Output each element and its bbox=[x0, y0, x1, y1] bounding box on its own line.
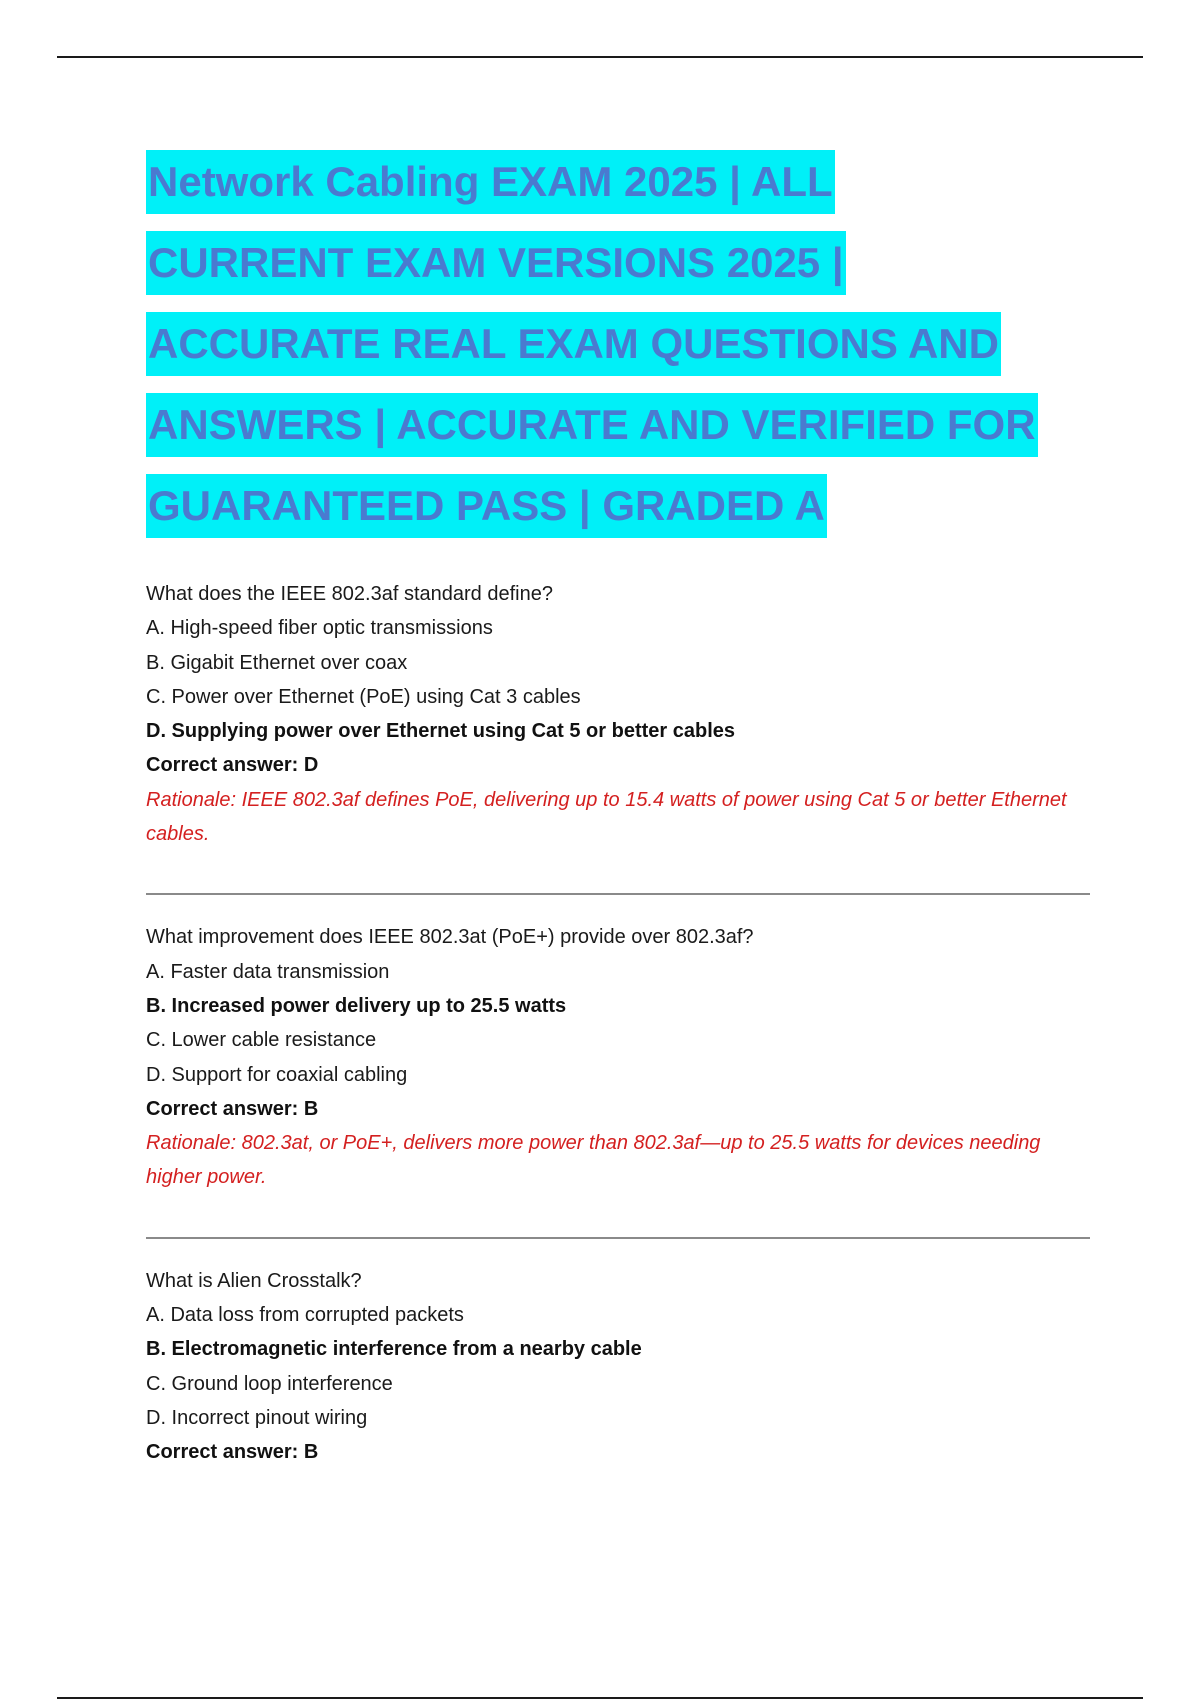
rationale: Rationale: IEEE 802.3af defines PoE, delivering up to 15.4 watts of power using Cat 5 or better Ethernet cables. bbox=[146, 788, 1067, 846]
option-a: A. Faster data transmission bbox=[146, 960, 390, 983]
correct-answer: Correct answer: B bbox=[146, 1097, 319, 1120]
option-b: B. Gigabit Ethernet over coax bbox=[146, 651, 408, 674]
rationale: Rationale: 802.3at, or PoE+, delivers more power than 802.3af—up to 25.5 watts for devices needing higher power. bbox=[146, 1132, 1041, 1189]
question-divider bbox=[146, 1237, 1090, 1239]
correct-answer: Correct answer: B bbox=[146, 1441, 319, 1464]
option-d-correct: D. Supplying power over Ethernet using Cat 5 or better cables bbox=[146, 720, 736, 743]
document-title bbox=[146, 144, 1096, 549]
correct-answer: Correct answer: D bbox=[146, 754, 319, 777]
document-body bbox=[146, 144, 1096, 1470]
option-d: D. Incorrect pinout wiring bbox=[146, 1406, 368, 1429]
title-line: Network Cabling EXAM 2025 | ALL bbox=[146, 150, 835, 214]
question-text: What is Alien Crosstalk? bbox=[146, 1269, 362, 1292]
option-a: A. Data loss from corrupted packets bbox=[146, 1304, 464, 1327]
title-line: ANSWERS | ACCURATE AND VERIFIED FOR bbox=[146, 393, 1038, 457]
option-b-correct: B. Increased power delivery up to 25.5 watts bbox=[146, 994, 567, 1017]
option-d: D. Support for coaxial cabling bbox=[146, 1063, 408, 1086]
option-c: C. Ground loop interference bbox=[146, 1372, 393, 1395]
option-c: C. Lower cable resistance bbox=[146, 1029, 377, 1052]
option-c: C. Power over Ethernet (PoE) using Cat 3 cables bbox=[146, 685, 581, 708]
question-text: What improvement does IEEE 802.3at (PoE+) provide over 802.3af? bbox=[146, 926, 754, 949]
title-line: CURRENT EXAM VERSIONS 2025 | bbox=[146, 231, 846, 295]
title-line: ACCURATE REAL EXAM QUESTIONS AND bbox=[146, 312, 1001, 376]
option-b-correct: B. Electromagnetic interference from a nearby cable bbox=[146, 1338, 642, 1361]
option-a: A. High-speed fiber optic transmissions bbox=[146, 617, 493, 640]
bottom-rule bbox=[57, 1697, 1143, 1699]
question-divider bbox=[146, 893, 1090, 895]
question-block-2 bbox=[146, 920, 1096, 1194]
question-block-1 bbox=[146, 577, 1096, 851]
title-line: GUARANTEED PASS | GRADED A bbox=[146, 474, 827, 538]
question-text: What does the IEEE 802.3af standard define? bbox=[146, 583, 553, 605]
top-rule bbox=[57, 56, 1143, 58]
question-block-3 bbox=[146, 1264, 1096, 1470]
